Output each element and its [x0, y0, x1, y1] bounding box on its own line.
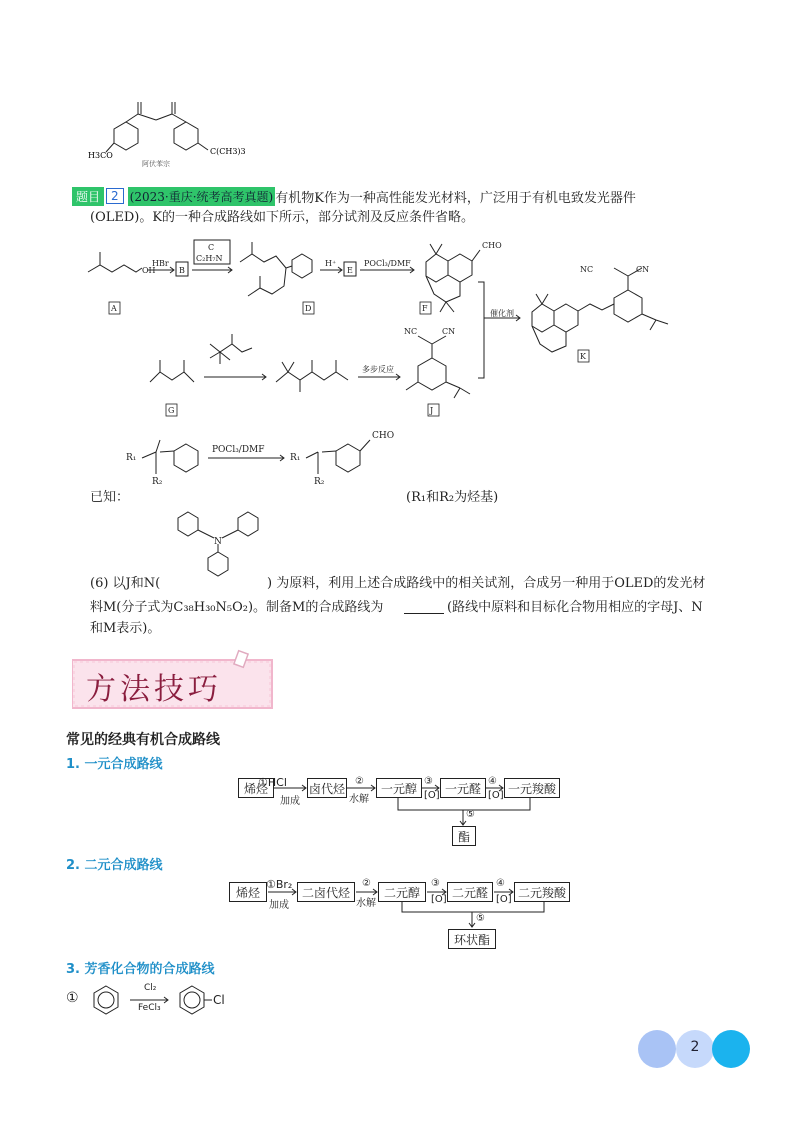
q6-line3: 和M表示)。: [90, 621, 161, 636]
cn-label-K: CN: [636, 265, 650, 274]
route2-step2-type: 水解: [356, 898, 376, 909]
label-B: B: [179, 266, 185, 275]
route1-box-aldehyde: 一元醛: [440, 778, 486, 798]
route3-reagent-bottom: FeCl₃: [138, 1003, 161, 1013]
question-tag: 题目: [72, 187, 104, 206]
route2-title: 2. 二元合成路线: [66, 858, 163, 873]
question-line1: 有机物K作为一种高性能发光材料，广泛用于有机电致发光器件: [275, 190, 636, 206]
avobenzone-structure: [86, 96, 286, 168]
route2-box-dialdehyde: 二元醛: [447, 882, 493, 902]
answer-blank[interactable]: [404, 613, 444, 614]
route1-step1-type: 加成: [280, 796, 300, 807]
q6-line2a: 料M(分子式为C₃₈H₃₀N₅O₂)。制备M的合成路线为: [90, 600, 384, 615]
route2-step4-type: [O]: [496, 894, 512, 905]
known-reagent: POCl₃/DMF: [212, 445, 265, 455]
q6-line1b: ) 为原料，利用上述合成路线中的相关试剂，合成另一种用于OLED的发光材: [267, 576, 706, 591]
route3-item: ①: [66, 990, 79, 1006]
route2-box-diacid: 二元羧酸: [514, 882, 570, 902]
route2-step3: ③: [431, 878, 440, 889]
oh-label: OH: [142, 266, 156, 275]
nc-label-K: NC: [580, 265, 594, 274]
label-A: A: [111, 304, 117, 313]
route2-box-dihalide: 二卤代烃: [297, 882, 355, 902]
route1-box-acid: 一元羧酸: [504, 778, 560, 798]
route1-step3: ③: [424, 776, 433, 787]
route1-box-ester: 酯: [452, 826, 476, 846]
route1-step2: ②: [355, 776, 364, 787]
q6-line2b: (路线中原料和目标化合物用相应的字母J、N: [447, 600, 703, 615]
route1-step2-type: 水解: [349, 794, 369, 805]
label-F: F: [422, 304, 428, 313]
route1-title: 1. 一元合成路线: [66, 757, 163, 772]
known-r2-right: R₂: [314, 477, 325, 487]
question-number: 2: [106, 188, 124, 204]
known-r1-right: R₁: [290, 453, 301, 463]
label-D: D: [305, 304, 312, 313]
label-K: K: [580, 352, 586, 361]
label-E: E: [347, 266, 353, 275]
question-line2: (OLED)。K的一种合成路线如下所示，部分试剂及反应条件省略。: [90, 210, 475, 225]
synthesis-scheme: [80, 232, 720, 422]
hplus-label: H⁺: [325, 259, 337, 268]
route1-step1: ①HCl: [258, 776, 287, 789]
route1-step5: ⑤: [466, 809, 475, 820]
reagent-c-top: C: [208, 243, 215, 252]
label-G: G: [168, 406, 175, 415]
q6-line1a: (6) 以J和N(: [90, 576, 161, 591]
page-number: 2: [690, 1039, 700, 1055]
route2-box-alkene: 烯烃: [229, 882, 267, 902]
known-cho: CHO: [372, 431, 395, 441]
route2-step1: ①Br₂: [266, 878, 293, 891]
multistep-label: 多步反应: [362, 365, 394, 374]
route1-box-haloalkane: 卤代烃: [307, 778, 347, 798]
route2-box-diol: 二元醇: [378, 882, 426, 902]
cho-label-F: CHO: [482, 241, 502, 250]
page-circle-right: [712, 1030, 750, 1068]
banner-title: 方法技巧: [86, 672, 222, 707]
hbr-label: HBr: [152, 259, 169, 268]
reagent-c-bottom: C₂H₇N: [196, 254, 223, 263]
route1-step4-type: [O]: [488, 790, 504, 801]
label-J: J: [430, 406, 434, 415]
triphenylamine-structure: [168, 508, 272, 584]
route2-step1-type: 加成: [269, 900, 289, 911]
page-circle-left: [638, 1030, 676, 1068]
question-heading: [72, 186, 636, 206]
route2-box-cyclic-ester: 环状酯: [448, 929, 496, 949]
cn-label-J: CN: [442, 327, 456, 336]
known-r1-left: R₁: [126, 453, 137, 463]
route2-step4: ④: [496, 878, 505, 889]
route2-step5: ⑤: [476, 913, 485, 924]
known-prefix: 已知：: [90, 490, 130, 505]
pocl-label: POCl₃/DMF: [364, 259, 411, 268]
route1-step3-type: [O]: [424, 790, 440, 801]
known-note: (R₁和R₂为烃基): [406, 490, 499, 505]
route3-title: 3. 芳香化合物的合成路线: [66, 962, 215, 977]
route1-box-alkene: 烯烃: [238, 778, 274, 798]
question-source: (2023·重庆·统考高考真题): [128, 187, 276, 206]
route3-product-sub: Cl: [213, 993, 225, 1007]
svg-text:N: N: [214, 537, 222, 547]
catalyst-label: 催化剂: [490, 309, 514, 318]
section-title: 常见的经典有机合成路线: [66, 732, 220, 748]
right-group-label: C(CH3)3: [210, 147, 246, 156]
route1-step4: ④: [488, 776, 497, 787]
route3-reagent-top: Cl₂: [144, 983, 157, 993]
structure-caption: 阿伏苯宗: [142, 160, 170, 168]
route2-step2: ②: [362, 878, 371, 889]
nc-label-J: NC: [404, 327, 418, 336]
left-group-label: H3CO: [88, 151, 113, 160]
route1-box-alcohol: 一元醇: [376, 778, 422, 798]
route2-step3-type: [O]: [431, 894, 447, 905]
known-r2-left: R₂: [152, 477, 163, 487]
